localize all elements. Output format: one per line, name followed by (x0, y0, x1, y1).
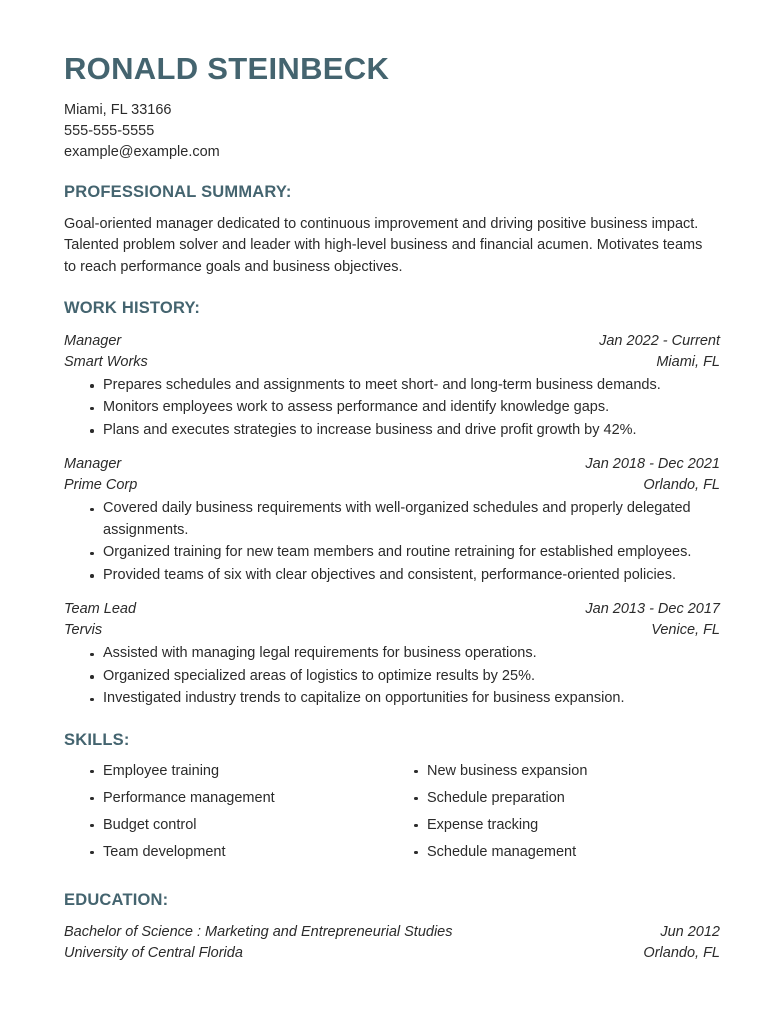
job-title-row (64, 599, 720, 620)
skill-item: Schedule management (388, 842, 712, 863)
summary-text: Goal-oriented manager dedicated to continuous improvement and driving positive business impact. Talented problem solver and leader with high-level business and financial acumen. Motivates teams to reach performance goals and business objectives. (64, 215, 703, 275)
job-bullet: Covered daily business requirements with well-organized schedules and properly delegated assignments. (64, 498, 720, 541)
resume-header (64, 52, 720, 163)
section-heading-skills: SKILLS: (64, 730, 130, 749)
job-location: Venice, FL (651, 622, 720, 639)
skill-item: Team development (64, 842, 388, 863)
job-title: Team Lead (64, 601, 137, 618)
job-entry (64, 599, 720, 710)
contact-email: example@example.com (64, 143, 220, 160)
job-bullet-list (64, 375, 720, 442)
education-degree: Bachelor of Science : Marketing and Entrepreneurial Studies (64, 924, 453, 941)
education-location: Orlando, FL (643, 945, 720, 962)
job-bullet: Plans and executes strategies to increase business and drive profit growth by 42%. (64, 420, 720, 442)
job-location: Miami, FL (656, 353, 720, 370)
job-title-row (64, 331, 720, 352)
job-company: Smart Works (64, 353, 148, 370)
skill-item: Budget control (64, 815, 388, 836)
job-dates: Jan 2022 - Current (599, 332, 720, 349)
skills-list-left (64, 761, 388, 863)
job-entry (64, 331, 720, 442)
contact-phone: 555-555-5555 (64, 122, 155, 139)
education-school: University of Central Florida (64, 945, 243, 962)
job-bullet-list (64, 498, 720, 586)
education-entry (64, 922, 720, 964)
job-title-row (64, 454, 720, 475)
skill-item: Employee training (64, 761, 388, 782)
skill-item: Schedule preparation (388, 788, 712, 809)
education-school-row (64, 943, 720, 964)
skill-item: Performance management (64, 788, 388, 809)
job-company-row (64, 352, 720, 373)
skill-item: New business expansion (388, 761, 712, 782)
job-bullet: Organized specialized areas of logistics to optimize results by 25%. (64, 666, 720, 688)
job-company: Tervis (64, 622, 103, 639)
job-bullet: Provided teams of six with clear objectives and consistent, performance-oriented policies. (64, 565, 720, 587)
job-title: Manager (64, 332, 122, 349)
job-bullet-list (64, 643, 720, 710)
skills-list-right (388, 761, 712, 863)
contact-address: Miami, FL 33166 (64, 101, 172, 118)
job-company-row (64, 475, 720, 496)
skill-item: Expense tracking (388, 815, 712, 836)
job-company-row (64, 620, 720, 641)
candidate-name: RONALD STEINBECK (64, 51, 390, 86)
job-location: Orlando, FL (643, 477, 720, 494)
job-bullet: Prepares schedules and assignments to meet short- and long-term business demands. (64, 375, 720, 397)
education-date: Jun 2012 (660, 924, 720, 941)
job-dates: Jan 2013 - Dec 2017 (585, 601, 720, 618)
job-company: Prime Corp (64, 477, 138, 494)
job-bullet: Investigated industry trends to capitalize on opportunities for business expansion. (64, 688, 720, 710)
job-bullet: Assisted with managing legal requirements for business operations. (64, 643, 720, 665)
job-bullet: Monitors employees work to assess performance and identify knowledge gaps. (64, 397, 720, 419)
skills-column-right (388, 761, 712, 869)
job-dates: Jan 2018 - Dec 2021 (585, 456, 720, 473)
skills-column-left (64, 761, 388, 869)
job-entry (64, 454, 720, 586)
resume-content (64, 52, 720, 964)
section-heading-education: EDUCATION: (64, 890, 169, 909)
section-heading-summary: PROFESSIONAL SUMMARY: (64, 182, 292, 201)
job-bullet: Organized training for new team members and routine retraining for established employees. (64, 542, 720, 564)
job-title: Manager (64, 456, 122, 473)
skills-columns (64, 761, 720, 869)
section-heading-work-history: WORK HISTORY: (64, 299, 201, 318)
education-degree-row (64, 922, 720, 943)
